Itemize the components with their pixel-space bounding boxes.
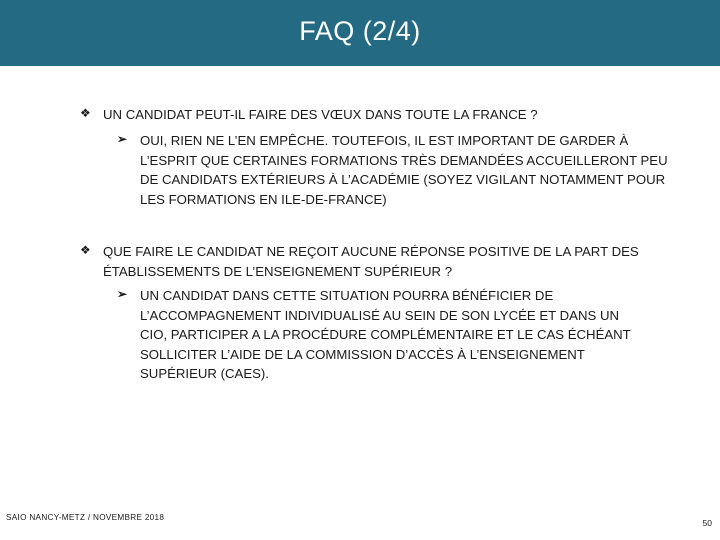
- footer-source: SAIO NANCY-METZ / NOVEMBRE 2018: [6, 513, 165, 522]
- diamond-cluster-icon: ❖: [80, 243, 91, 257]
- slide-title: FAQ (2/4): [299, 16, 421, 46]
- answer-text: UN CANDIDAT DANS CETTE SITUATION POURRA BÉNÉFICIER DE L’ACCOMPAGNEMENT INDIVIDUALISÉ AU SEIN DE SON LYCÉE ET DANS UN CIO, PARTICIPER A LA PROCÉDURE COMPLÉMENTAIRE ET LE CAS ÉCHÉANT SOLLICITER L’AIDE DE LA COMMISSION D’ACCÈS À L’ENSEIGNEMENT SUPÉRIEUR (CAES).: [140, 288, 631, 381]
- title-bar: [0, 0, 720, 66]
- answer-text: OUI, RIEN NE L’EN EMPÊCHE. TOUTEFOIS, IL EST IMPORTANT DE GARDER À L’ESPRIT QUE CERTAINES FORMATIONS TRÈS DEMANDÉES ACCUEILLERONT PEU DE CANDIDATS EXTÉRIEURS À L’ACADÉMIE (SOYEZ VIGILANT NOTAMMENT POUR LES FORMATIONS EN ILE-DE-FRANCE): [140, 133, 668, 207]
- diamond-cluster-icon: ❖: [80, 106, 91, 120]
- arrowhead-icon: ➢: [117, 287, 128, 301]
- page-number: 50: [702, 518, 712, 528]
- question-text: QUE FAIRE LE CANDIDAT NE REÇOIT AUCUNE RÉPONSE POSITIVE DE LA PART DES ÉTABLISSEMENTS DE L’ENSEIGNEMENT SUPÉRIEUR ?: [103, 244, 639, 279]
- question-text: UN CANDIDAT PEUT-IL FAIRE DES VŒUX DANS TOUTE LA FRANCE ?: [103, 107, 538, 122]
- arrowhead-icon: ➢: [117, 132, 128, 146]
